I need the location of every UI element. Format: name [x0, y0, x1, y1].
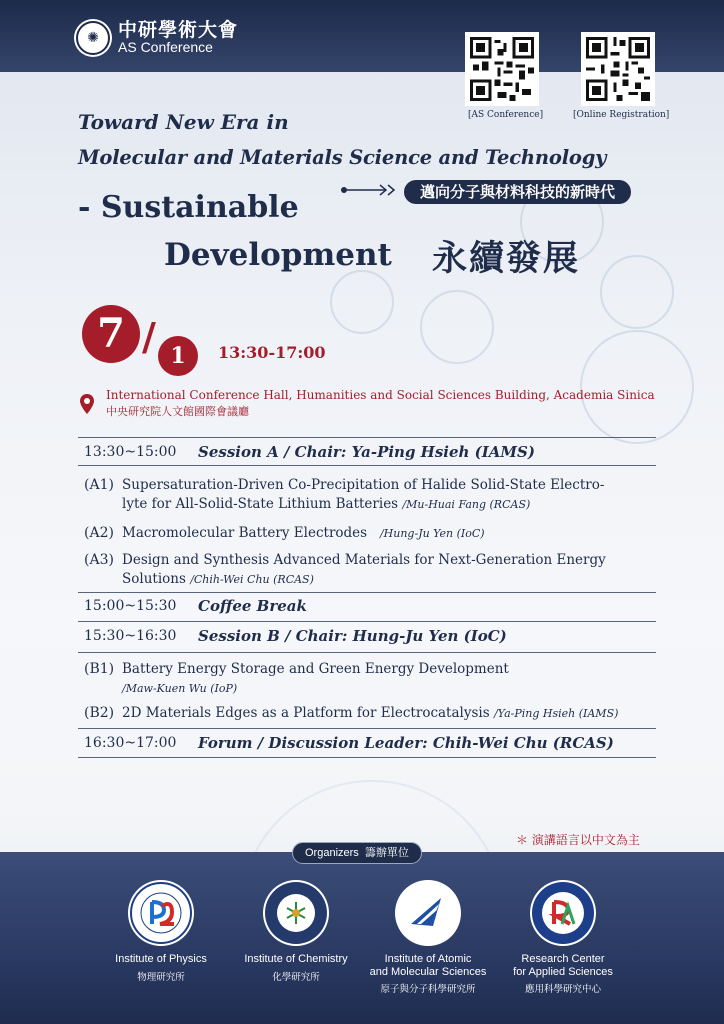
title-sustainable: - Sustainable: [78, 190, 299, 225]
talk-tag-a1: (A1): [84, 477, 114, 493]
session-b-title: Session B / Chair: Hung-Ju Yen (IoC): [198, 627, 507, 645]
logo-en: AS Conference: [118, 39, 213, 55]
organizers-label-cn: 籌辦單位: [364, 846, 409, 859]
divider: [78, 592, 656, 593]
talk-a3-speaker: /Chih-Wei Chu (RCAS): [190, 573, 314, 586]
physics-name-en: Institute of Physics: [115, 953, 207, 965]
divider: [78, 465, 656, 466]
session-b-time: 15:30~16:30: [84, 628, 177, 644]
divider: [78, 728, 656, 729]
rcas-logo-icon: [530, 880, 596, 946]
qr-label-as-conference: [AS Conference]: [468, 110, 544, 120]
physics-name-cn: 物理研究所: [137, 972, 185, 983]
talk-b1-line1: Battery Energy Storage and Green Energy Development: [122, 661, 509, 677]
title-cn-big: 永續發展: [432, 239, 581, 279]
logo-cn: 中研學術大會: [118, 19, 239, 41]
qr-icon: [586, 37, 650, 101]
talk-b2-speaker: /Ya-Ping Hsieh (IAMS): [493, 707, 619, 720]
language-note: ＊ 演講語言以中文為主: [516, 833, 640, 847]
divider: [78, 652, 656, 653]
organizers-label: [292, 842, 422, 864]
title-development: Development: [164, 237, 392, 273]
physics-logo-icon: [128, 880, 194, 946]
organizers-footer: [0, 852, 724, 1024]
deco-circle: [330, 270, 394, 334]
cn-subtitle-pill: 邁向分子與材料科技的新時代: [404, 180, 631, 204]
deco-circle: [580, 330, 694, 444]
qr-code-as-conference[interactable]: [465, 32, 539, 106]
talk-tag-a2: (A2): [84, 525, 114, 541]
talk-b2: [122, 704, 652, 723]
qr-code-online-registration[interactable]: [581, 32, 655, 106]
title-line-1: Toward New Era in: [78, 110, 289, 134]
talk-a1-line1: Supersaturation-Driven Co-Precipitation of Halide Solid-State Electro-: [122, 477, 605, 493]
event-time: 13:30-17:00: [218, 343, 326, 362]
talk-a1-line2: lyte for All-Solid-State Lithium Batteries: [122, 496, 399, 512]
date-day: 1: [158, 336, 198, 376]
talk-a2-line1: Macromolecular Battery Electrodes: [122, 525, 368, 541]
rcas-name-en-1: Research Center: [521, 953, 605, 965]
talk-a3-line1: Design and Synthesis Advanced Materials for Next-Generation Energy: [122, 552, 606, 568]
date-slash: /: [142, 314, 156, 359]
coffee-time: 15:00~15:30: [84, 598, 177, 614]
rcas-name-cn: 應用科學研究中心: [524, 984, 601, 995]
date-month: 7: [82, 305, 140, 363]
talk-b1-speaker: /Maw-Kuen Wu (IoP): [122, 682, 238, 695]
talk-tag-b1: (B1): [84, 661, 115, 677]
deco-circle: [420, 290, 494, 364]
coffee-title: Coffee Break: [198, 597, 307, 615]
divider: [78, 621, 656, 622]
location-pin-icon: [80, 394, 94, 414]
title-line-2: Molecular and Materials Science and Technology: [78, 146, 607, 169]
divider: [78, 437, 656, 438]
rcas-name-en-2: for Applied Sciences: [513, 966, 613, 978]
talk-b2-line1: 2D Materials Edges as a Platform for Electrocatalysis: [122, 705, 490, 721]
iams-name-en-2: and Molecular Sciences: [369, 966, 487, 978]
forum-title: Forum / Discussion Leader: Chih-Wei Chu (RCAS): [198, 734, 614, 752]
talk-b1: [122, 660, 652, 698]
talk-a2: [122, 524, 652, 543]
arrow-right-icon: [340, 183, 400, 197]
venue-cn: 中央研究院人文館國際會議廳: [106, 405, 249, 418]
iams-name-en-1: Institute of Atomic: [384, 953, 472, 965]
talk-a1-speaker: /Mu-Huai Fang (RCAS): [402, 498, 531, 511]
chemistry-name-cn: 化學研究所: [272, 972, 320, 983]
iams-logo-icon: [395, 880, 461, 946]
session-a-time: 13:30~15:00: [84, 444, 177, 460]
divider: [78, 757, 656, 758]
talk-a3: [122, 551, 652, 589]
chemistry-logo-icon: [263, 880, 329, 946]
session-a-title: Session A / Chair: Ya-Ping Hsieh (IAMS): [198, 443, 535, 461]
talk-tag-a3: (A3): [84, 552, 114, 568]
chemistry-name-en: Institute of Chemistry: [244, 953, 348, 965]
venue-en: International Conference Hall, Humanities and Social Sciences Building, Academia Sinica: [106, 388, 655, 402]
talk-a2-speaker: /Hung-Ju Yen (IoC): [379, 527, 485, 540]
talk-tag-b2: (B2): [84, 705, 115, 721]
talk-a3-line2: Solutions: [122, 571, 186, 587]
qr-icon: [470, 37, 534, 101]
academia-sinica-seal-icon: ✺: [76, 21, 110, 55]
organizers-label-en: Organizers: [305, 847, 359, 859]
talk-a1: [122, 476, 652, 514]
qr-label-online-registration: [Online Registration]: [573, 110, 670, 120]
deco-circle: [600, 255, 674, 329]
as-conference-logo: [76, 20, 238, 55]
iams-name-cn: 原子與分子科學研究所: [380, 984, 476, 995]
forum-time: 16:30~17:00: [84, 735, 177, 751]
